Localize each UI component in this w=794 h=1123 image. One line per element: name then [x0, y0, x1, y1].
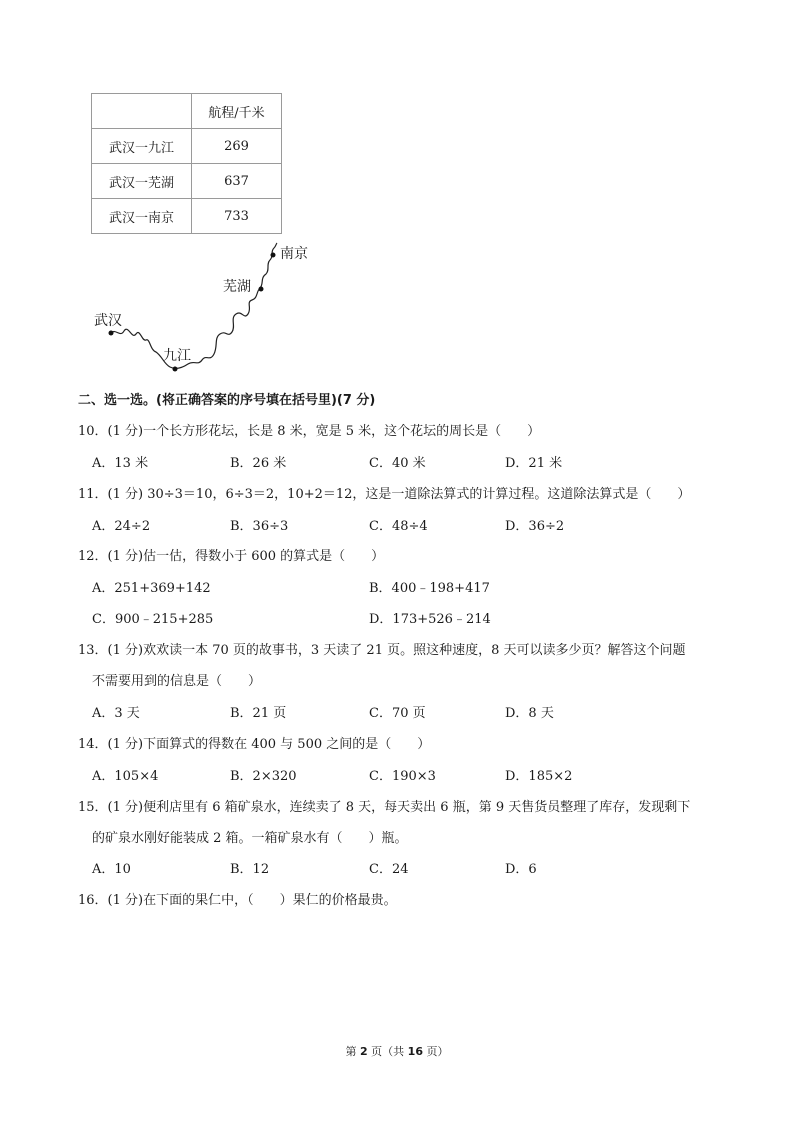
q12-option-b: B．400﹣198+417 — [369, 581, 490, 596]
question-15-stem-line1: 15．(1 分)便利店里有 6 箱矿泉水，连续卖了 8 天，每天卖出 6 瓶，第 9 天售货员整理了库存，发现剩下 — [78, 800, 691, 815]
river-line — [111, 243, 277, 368]
table-cell: 269 — [192, 129, 282, 164]
wuhan-dot — [109, 331, 114, 336]
footer-page-number: 2 — [360, 1045, 368, 1058]
q13-option-d: D．8 天 — [505, 706, 554, 721]
table-cell — [92, 94, 192, 129]
question-11-stem: 11．(1 分) 30÷3＝10，6÷3＝2，10+2＝12，这是一道除法算式的计算过程。这道除法算式是（ ） — [78, 487, 691, 502]
q11-option-b: B．36÷3 — [230, 519, 289, 534]
q13-option-a: A．3 天 — [92, 706, 140, 721]
question-14-stem: 14．(1 分)下面算式的得数在 400 与 500 之间的是（ ） — [78, 737, 431, 752]
q11-option-c: C．48÷4 — [369, 519, 428, 534]
question-16-stem: 16．(1 分)在下面的果仁中，（ ）果仁的价格最贵。 — [78, 893, 397, 908]
question-15-stem-line2: 的矿泉水刚好能装成 2 箱。一箱矿泉水有（ ）瓶。 — [92, 831, 408, 846]
table-row — [92, 199, 282, 234]
map-label-nanjing: 南京 — [280, 246, 308, 262]
question-13-stem-line2: 不需要用到的信息是（ ） — [92, 674, 262, 689]
q15-option-a: A．10 — [92, 862, 131, 877]
map-label-wuhu: 芜湖 — [223, 279, 251, 295]
q13-option-c: C．70 页 — [369, 706, 426, 721]
q15-option-c: C．24 — [369, 862, 409, 877]
map-label-jiujiang: 九江 — [163, 348, 191, 364]
q15-option-d: D．6 — [505, 862, 537, 877]
question-10-stem: 10．(1 分)一个长方形花坛，长是 8 米，宽是 5 米，这个花坛的周长是（ ） — [78, 424, 541, 439]
table-row — [92, 129, 282, 164]
q10-option-a: A．13 米 — [92, 456, 149, 471]
footer-suffix: 页） — [422, 1045, 449, 1058]
table-cell: 武汉一南京 — [92, 199, 192, 234]
table-cell: 武汉一九江 — [92, 129, 192, 164]
table-cell: 637 — [192, 164, 282, 199]
footer-prefix: 第 — [345, 1045, 361, 1058]
table-cell: 733 — [192, 199, 282, 234]
q12-option-a: A．251+369+142 — [92, 581, 211, 596]
q12-option-c: C．900﹣215+285 — [92, 612, 214, 627]
q14-option-c: C．190×3 — [369, 769, 436, 784]
map-label-wuhan: 武汉 — [94, 313, 122, 329]
question-13-stem-line1: 13．(1 分)欢欢读一本 70 页的故事书，3 天读了 21 页。照这种速度，8 天可以读多少页？解答这个问题 — [78, 643, 686, 658]
table-row — [92, 164, 282, 199]
nanjing-dot — [271, 253, 276, 258]
q15-option-b: B．12 — [230, 862, 270, 877]
q14-option-d: D．185×2 — [505, 769, 573, 784]
q10-option-c: C．40 米 — [369, 456, 426, 471]
table-cell: 武汉一芜湖 — [92, 164, 192, 199]
q13-option-b: B．21 页 — [230, 706, 287, 721]
q11-option-a: A．24÷2 — [92, 519, 151, 534]
q14-option-b: B．2×320 — [230, 769, 297, 784]
wuhu-dot — [259, 287, 264, 292]
distance-table — [91, 93, 282, 234]
page-footer — [0, 1043, 794, 1059]
question-12-stem: 12．(1 分)估一估，得数小于 600 的算式是（ ） — [78, 549, 385, 564]
q14-option-a: A．105×4 — [92, 769, 159, 784]
q10-option-b: B．26 米 — [230, 456, 287, 471]
table-header-row — [92, 94, 282, 129]
footer-middle: 页（共 — [367, 1045, 408, 1058]
q10-option-d: D．21 米 — [505, 456, 563, 471]
footer-total-pages: 16 — [407, 1045, 423, 1058]
q11-option-d: D．36÷2 — [505, 519, 565, 534]
section-title: 二、选一选。(将正确答案的序号填在括号里)(7 分) — [78, 393, 376, 408]
river-map — [80, 238, 340, 378]
jiujiang-dot — [173, 367, 178, 372]
q12-option-d: D．173+526﹣214 — [369, 612, 491, 627]
table-header-cell: 航程/千米 — [192, 94, 282, 129]
